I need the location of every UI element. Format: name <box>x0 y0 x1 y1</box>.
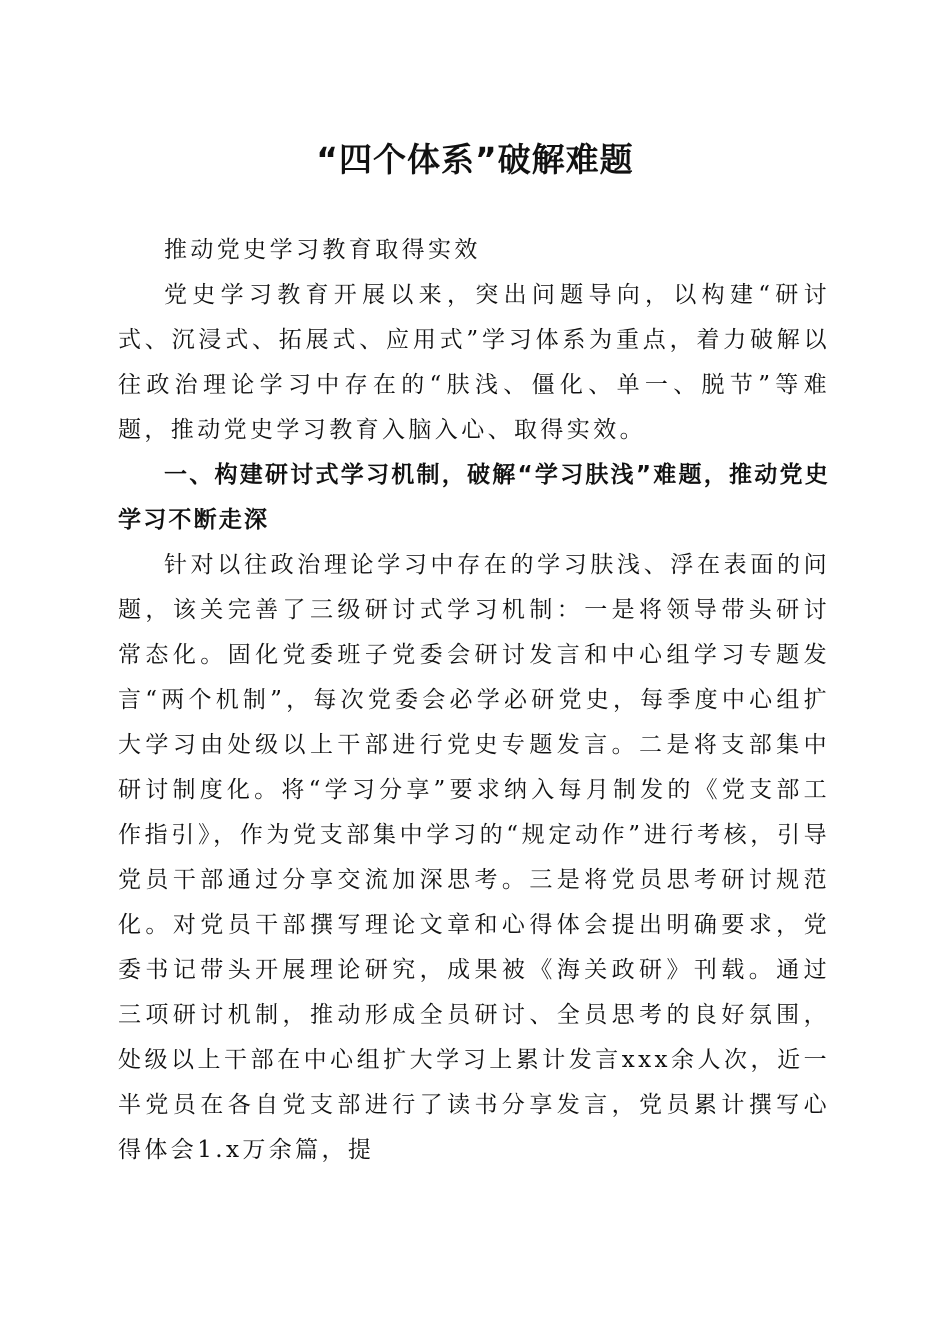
section-1-body: 针对以往政治理论学习中存在的学习肤浅、浮在表面的问题，该关完善了三级研讨式学习机制：一是将领导带头研讨常态化。固化党委班子党委会研讨发言和中心组学习专题发言“两个机制”，每次党委会必学必研党史，每季度中心组扩大学习由处级以上干部进行党史专题发言。二是将支部集中研讨制度化。将“学习分享”要求纳入每月制发的《党支部工作指引》，作为党支部集中学习的“规定动作”进行考核，引导党员干部通过分享交流加深思考。三是将党员思考研讨规范化。对党员干部撰写理论文章和心得体会提出明确要求，党委书记带头开展理论研究，成果被《海关政研》刊载。通过三项研讨机制，推动形成全员研讨、全员思考的良好氛围，处级以上干部在中心组扩大学习上累计发言xxx余人次，近一半党员在各自党支部进行了读书分享发言，党员累计撰写心得体会1.x万余篇，提 <box>118 552 830 1163</box>
document-title: “四个体系”破解难题 <box>316 140 634 179</box>
section-1-heading: 一、构建研讨式学习机制，破解“学习肤浅”难题，推动党史学习不断走深 <box>118 462 830 533</box>
intro-paragraph: 党史学习教育开展以来，突出问题导向，以构建“研讨式、沉浸式、拓展式、应用式”学习体系为重点，着力破解以往政治理论学习中存在的“肤浅、僵化、单一、脱节”等难题，推动党史学习教育入脑入心、取得实效。 <box>118 282 830 443</box>
document-body <box>118 228 830 1173</box>
subtitle-paragraph: 推动党史学习教育取得实效 <box>164 237 481 263</box>
